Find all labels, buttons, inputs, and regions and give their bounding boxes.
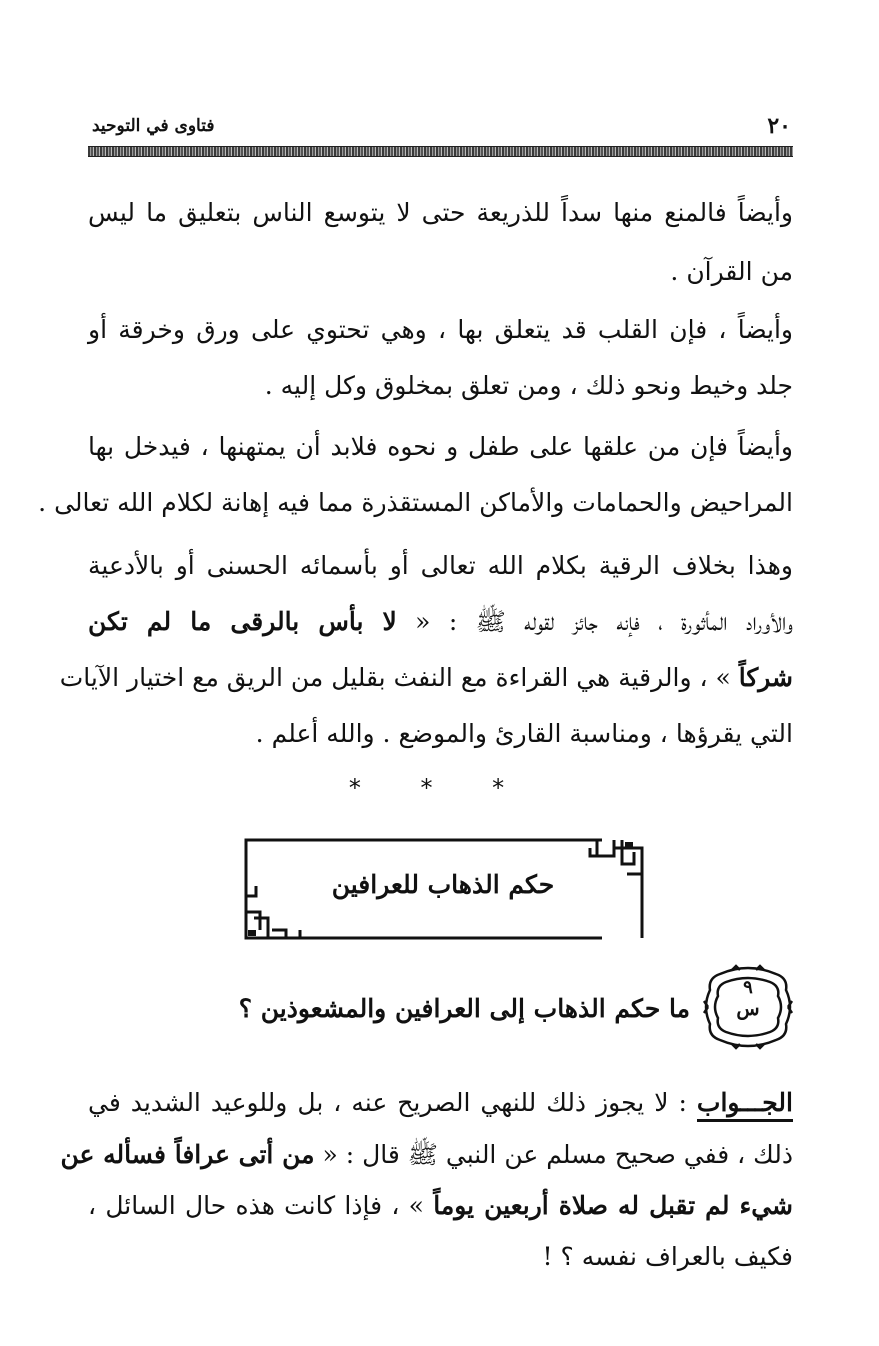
paragraph-4-line-3-text: » ، والرقية هي القراءة مع النفث بقليل من الريق مع اختيار الآيات (59, 663, 731, 692)
answer-line-1 (88, 1083, 793, 1123)
paragraph-4-line-3 (59, 658, 793, 698)
hadith-quote-1-part-2: شركاً (738, 663, 793, 692)
answer-line-4: فكيف بالعراف نفسه ؟ ! (542, 1242, 793, 1271)
answer-line-3-text: » ، فإذا كانت هذه حال السائل ، (88, 1191, 424, 1220)
answer-line-1-text: : لا يجوز ذلك للنهي الصريح عنه ، بل وللوعيد الشديد في (88, 1088, 687, 1117)
answer-line-2 (60, 1135, 793, 1175)
question-label: س (736, 998, 760, 1020)
question-number: ٩ (743, 977, 753, 998)
hadith-quote-2-part-2: شيء لم تقبل له صلاة أربعين يوماً (433, 1191, 793, 1220)
paragraph-1-line-1: وأيضاً فالمنع منها سداً للذريعة حتى لا يتوسع الناس بتعليق ما ليس (88, 198, 793, 227)
paragraph-2-line-2: جلد وخيط ونحو ذلك ، ومن تعلق بمخلوق وكل إليه . (264, 371, 793, 400)
section-separator: * * * (348, 774, 531, 802)
paragraph-1-line-2: من القرآن . (670, 257, 793, 286)
answer-line-2-text: ذلك ، ففي صحيح مسلم عن النبي ﷺ قال : « (322, 1140, 793, 1169)
paragraph-4-line-2-text: والأوراد المأثورة ، فإنه جائز لقوله ﷺ : « (415, 607, 794, 636)
paragraph-3-line-1: وأيضاً فإن من علقها على طفل و نحوه فلابد أن يمتهنها ، فيدخل بها (88, 432, 793, 461)
hadith-quote-1-part-1: لا بأس بالرقى ما لم تكن (88, 607, 397, 636)
answer-label: الجـــواب (697, 1088, 793, 1122)
paragraph-4-line-1: وهذا بخلاف الرقية بكلام الله تعالى أو بأسمائه الحسنى أو بالأدعية (88, 551, 793, 580)
paragraph-2-line-1: وأيضاً ، فإن القلب قد يتعلق بها ، وهي تحتوي على ورق وخرقة أو (88, 315, 793, 344)
hadith-quote-2-part-1: من أتى عرافاً فسأله عن (60, 1140, 315, 1169)
section-title: حكم الذهاب للعرافين (331, 870, 555, 899)
question-text: ما حكم الذهاب إلى العرافين والمشعوذين ؟ (238, 994, 690, 1023)
page-number: ٢٠ (767, 113, 791, 139)
paragraph-4-line-2 (88, 602, 793, 642)
answer-line-3 (88, 1186, 793, 1226)
running-header-title: فتاوى في التوحيد (92, 116, 215, 136)
paragraph-4-line-4: التي يقرؤها ، ومناسبة القارئ والموضع . والله أعلم . (255, 719, 793, 748)
header-rule (88, 146, 793, 157)
paragraph-3-line-2: المراحيض والحمامات والأماكن المستقذرة مما فيه إهانة لكلام الله تعالى . (38, 488, 793, 517)
